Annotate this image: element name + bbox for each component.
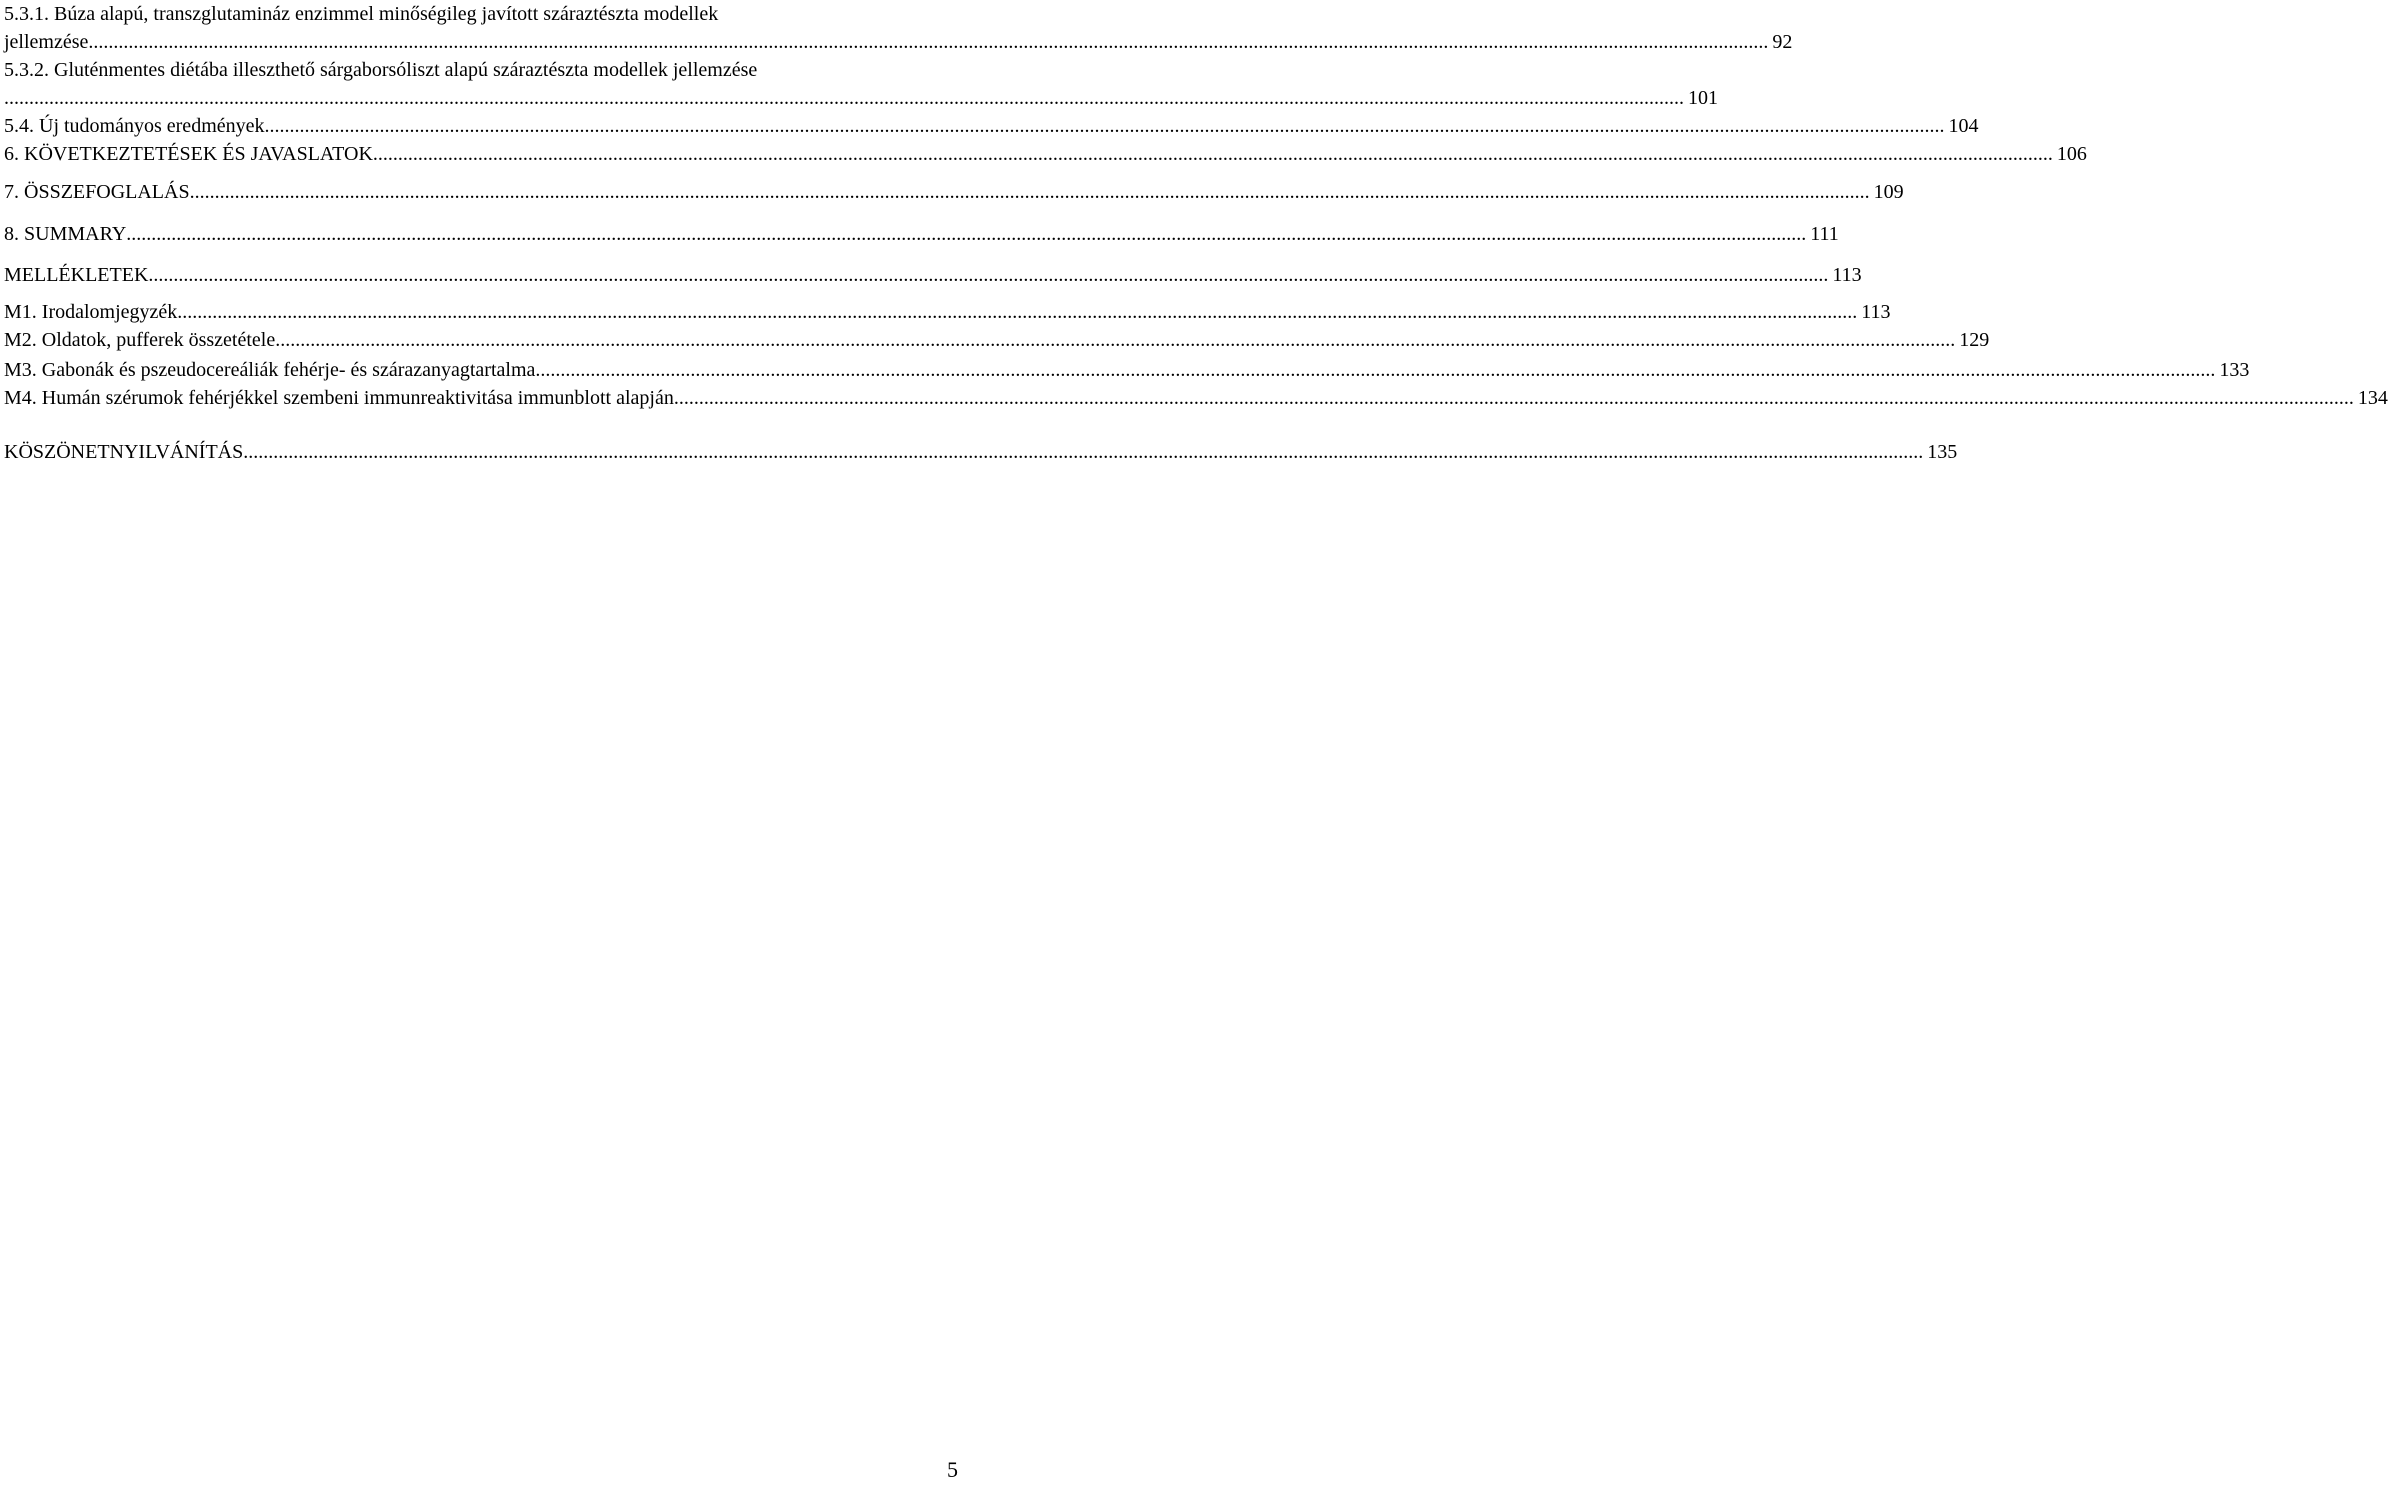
dot-leader bbox=[177, 300, 1857, 324]
toc-entry-koszonetnyilvanitas[interactable] bbox=[4, 440, 1958, 464]
toc-entry-title: 5.3.2. Gluténmentes diétába illeszthető sárgaborsóliszt alapú száraztészta modellek jellemzése bbox=[4, 59, 758, 81]
toc-entry-title: M2. Oldatok, pufferek összetétele bbox=[4, 329, 276, 351]
toc-entry-5-4[interactable] bbox=[4, 114, 1979, 138]
toc-page-number: 134 bbox=[2357, 387, 2388, 409]
toc-entry-7[interactable] bbox=[4, 180, 1904, 204]
toc-page-number: 111 bbox=[1810, 223, 1839, 245]
dot-leader bbox=[243, 440, 1923, 464]
toc-entry-5-3-1-continued[interactable] bbox=[4, 30, 1793, 54]
page-number: 5 bbox=[947, 1457, 958, 1482]
toc-entry-title: 8. SUMMARY bbox=[4, 223, 127, 245]
dot-leader bbox=[265, 114, 1945, 138]
toc-page-number: 92 bbox=[1772, 31, 1793, 53]
toc-entry-title: 6. KÖVETKEZTETÉSEK ÉS JAVASLATOK bbox=[4, 143, 373, 165]
toc-page-number: 113 bbox=[1832, 264, 1862, 286]
toc-entry-title: M1. Irodalomjegyzék bbox=[4, 301, 178, 323]
dot-leader bbox=[674, 386, 2354, 410]
toc-page-number: 101 bbox=[1688, 87, 1718, 109]
toc-entry-title: 7. ÖSSZEFOGLALÁS bbox=[4, 181, 190, 203]
toc-entry-title: MELLÉKLETEK bbox=[4, 264, 149, 286]
toc-entry-title: jellemzése bbox=[4, 31, 89, 53]
toc-page-number: 104 bbox=[1948, 115, 1979, 137]
toc-entry-m4[interactable] bbox=[4, 386, 2388, 410]
toc-page-number: 106 bbox=[2056, 143, 2087, 165]
toc-entry-m3[interactable] bbox=[4, 358, 2250, 382]
dot-leader bbox=[535, 358, 2215, 382]
toc-entry-title: 5.4. Új tudományos eredmények bbox=[4, 115, 265, 137]
toc-entry-6[interactable] bbox=[4, 142, 2087, 166]
toc-page-number: 109 bbox=[1873, 181, 1904, 203]
toc-entry-m1[interactable] bbox=[4, 300, 1891, 324]
toc-entry-5-3-1[interactable] bbox=[4, 2, 962, 26]
toc-entry-8[interactable] bbox=[4, 222, 1839, 246]
toc-entry-title: 5.3.1. Búza alapú, transzglutamináz enzimmel minőségileg javított száraztészta modellek bbox=[4, 3, 719, 25]
toc-entry-5-3-2[interactable] bbox=[4, 58, 962, 82]
toc-entry-mellekletek[interactable] bbox=[4, 263, 1862, 287]
toc-entry-title: M3. Gabonák és pszeudocereáliák fehérje- és szárazanyagtartalma bbox=[4, 359, 536, 381]
dot-leader bbox=[373, 142, 2053, 166]
toc-entry-title: M4. Humán szérumok fehérjékkel szembeni immunreaktivitása immunblott alapján bbox=[4, 387, 674, 409]
toc-page-number: 133 bbox=[2219, 359, 2250, 381]
toc-entry-5-3-2-continued[interactable] bbox=[4, 86, 1718, 110]
toc-entry-title: KÖSZÖNETNYILVÁNÍTÁS bbox=[4, 441, 244, 463]
dot-leader bbox=[190, 180, 1870, 204]
toc-page-number: 135 bbox=[1927, 441, 1958, 463]
dot-leader bbox=[4, 86, 1684, 110]
toc-entry-m2[interactable] bbox=[4, 328, 1990, 352]
dot-leader bbox=[88, 30, 1768, 54]
toc-page-number: 129 bbox=[1959, 329, 1990, 351]
dot-leader bbox=[275, 328, 1955, 352]
dot-leader bbox=[126, 222, 1806, 246]
toc-page-number: 113 bbox=[1861, 301, 1891, 323]
dot-leader bbox=[148, 263, 1828, 287]
